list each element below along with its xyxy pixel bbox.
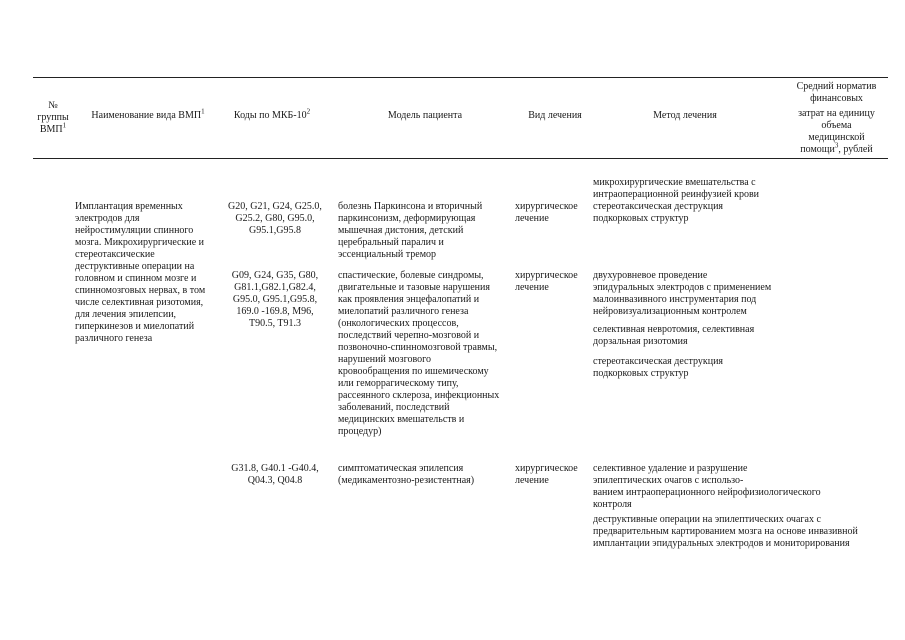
row2-patient-model: спастические, болевые синдромы, двигательные и тазовые нарушения как проявления энцефалопатий и миелопатий различного генеза (онкологических процессов, последствий черепно-мозговой и позвоночно-спинномозговой травмы, нарушений мозгового кровообращения по ишемическому или геморрагическому типу, рассеянного склероза, инфекционных заболеваний, последствий медицинских вмешательств и процедур): [338, 270, 500, 437]
header-patient-model: Модель пациента: [387, 110, 463, 121]
row2-treatment-method-1: двухуровневое проведение эпидуральных электродов с применением малоинвазивного инструментария под нейровизуализационным контролем: [593, 270, 772, 317]
row3-icd-codes: G31.8, G40.1 -G40.4, Q04.3, Q04.8: [231, 463, 319, 486]
table-top-rule: [33, 77, 888, 78]
header-icd-codes: Коды по МКБ-$10^2$: [233, 107, 311, 121]
header-group-number: № группы ВМП$^1$: [37, 100, 69, 135]
header-treatment-method: Метод лечения: [653, 110, 717, 121]
vmp-name-text: Имплантация временных электродов для нейростимуляции спинного мозга. Микрохирургические и стереотаксические деструктивные операции на головном и спинном мозге и спинномозговых нервах, в том числе селективная ризотомия, для лечения эпилепсии, гиперкинезов и миелопатий различного генеза: [75, 201, 206, 344]
row2-treatment-method-3: стереотаксическая деструкция подкорковых структур: [593, 356, 724, 379]
row1-treatment-method: стереотаксическая деструкция подкорковых структур: [593, 201, 724, 224]
header-bottom-rule: [33, 158, 888, 159]
row2-treatment-type: хирургическое лечение: [515, 270, 578, 293]
row3-treatment-method-2: деструктивные операции на эпилептических очагах с предварительным картированием мозга на основе инвазивной имплантации эпидуральных электродов и мониторирования: [593, 514, 858, 549]
row2-treatment-method-2: селективная невротомия, селективная дорзальная ризотомия: [593, 324, 755, 347]
row3-treatment-type: хирургическое лечение: [515, 463, 578, 486]
row1-treatment-type: хирургическое лечение: [515, 201, 578, 224]
header-treatment-type: Вид лечения: [528, 110, 582, 121]
header-average-cost: Средний норматив финансовых затрат на единицу объема медицинской помощи$^3$, рублей: [796, 81, 877, 155]
row3-patient-model: симптоматическая эпилепсия (медикаментозно-резистентная): [338, 463, 475, 486]
header-vmp-name: Наименование вида ВМП$^1$: [91, 107, 205, 121]
row1-icd-codes: G20, G21, G24, G25.0, G25.2, G80, G95.0, G95.1,G95.8: [228, 201, 322, 236]
row2-icd-codes: G09, G24, G35, G80, G81.1,G82.1,G82.4, G95.0, G95.1,G95.8, 169.0 -169.8, M96, T90.5, T91.3: [231, 270, 319, 329]
row1-patient-model: болезнь Паркинсона и вторичный паркинсонизм, деформирующая мышечная дистония, детский церебральный паралич и эссенциальный тремор: [338, 201, 483, 260]
method-pre-text: микрохирургические вмешательства с интраоперационной реинфузией крови: [593, 177, 760, 200]
row3-treatment-method-1: селективное удаление и разрушение эпилептических очагов с использо- ванием интраоперационного нейрофизиологического контроля: [593, 463, 821, 510]
